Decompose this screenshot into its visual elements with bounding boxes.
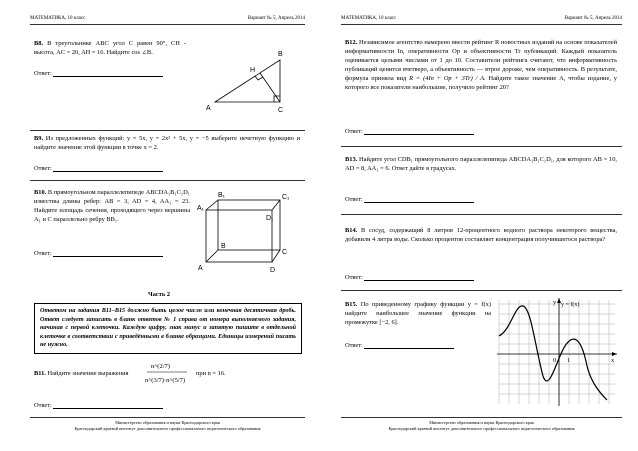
task-b8	[34, 39, 186, 57]
task-b13-text: Найдите угол CDB₁ прямоугольного параллелепипеда ABCDA₁B₁C₁D₁, для которого AB = 10, AD = 8, AA₁ = 6. Ответ дайте в градусах.	[345, 156, 617, 172]
left-header	[30, 16, 305, 21]
edge	[206, 250, 218, 262]
task-b14-answer	[345, 274, 474, 281]
answer-line[interactable]	[364, 342, 454, 349]
task-b15-text: По приведенному графику функции y = f(x) найдите наибольшее значение функции на промежутке [−2, 6].	[345, 301, 491, 326]
footer-institute: Краснодарский краевой институт дополнительного профессионального педагогического образования	[388, 426, 575, 431]
answer-line[interactable]	[53, 165, 163, 172]
task-b15	[345, 300, 491, 327]
left-header-rule	[30, 24, 305, 25]
task-b12-text: Независимое агентство намерено ввести рейтинг R новостных изданий на основе показателей информативности In, оперативности Op и объективности Tr публикаций. Каждый показатель оценивается целыми числами от 1 до 10. Составители рейтинга считают, что информативность публикаций ценится вчетверо, а объективность — втрое дороже, чем оперативность. В результате, формула приняла вид	[345, 39, 617, 82]
task-b8-text: В треугольнике ABC угол C равен 90°, CH - высота, AC = 20, AH = 16. Найдите cos ∠B.	[34, 40, 186, 56]
triangle-abc	[215, 60, 280, 102]
label-c: C	[282, 249, 288, 256]
separator	[341, 146, 622, 147]
right-header	[341, 16, 622, 21]
task-b11-text: Найдите значение выражения	[47, 370, 129, 377]
task-b15-answer	[345, 342, 454, 349]
answer-label: Ответ:	[34, 250, 54, 257]
label-b1: B₁	[218, 192, 226, 199]
footer-rule	[30, 417, 305, 418]
x-axis-arrow	[612, 352, 617, 356]
task-b14	[345, 226, 617, 244]
answer-label: Ответ:	[34, 165, 54, 172]
label-d1: D₁	[266, 215, 274, 222]
label-h: H	[250, 67, 256, 74]
task-b11-answer	[34, 402, 163, 409]
function-curve	[499, 306, 607, 400]
footer-institute: Краснодарский краевой институт дополнительного профессионального педагогического образования	[74, 426, 261, 431]
task-b10-answer	[34, 250, 163, 257]
label-a: A	[198, 265, 203, 272]
label-a: A	[206, 105, 211, 112]
back-face	[218, 200, 280, 250]
front-face	[206, 210, 272, 262]
answer-label: Ответ:	[345, 196, 365, 203]
b11-fraction	[145, 358, 189, 388]
separator	[341, 214, 622, 215]
task-b12-text-cont: . Найдите такое значение A, чтобы издание, у которого все показатели наибольшие, получило рейтинг 20?	[345, 75, 617, 91]
part-2-instructions: Ответом на задания В11–В15 должно быть целое число или конечная десятичная дробь. Ответ следует записать в бланк ответов № 1 справа от номера выполняемого задания, начиная с первой клеточки. Каждую цифру, знак минус и запятую пишите в отдельной клеточке в соответствии с приведёнными в бланке образцами. Единицы измерений писать не нужно.	[34, 303, 302, 354]
task-b15-number: В15.	[345, 301, 358, 308]
edge	[206, 200, 218, 210]
right-footer	[341, 420, 622, 432]
task-b13-answer	[345, 196, 474, 203]
left-header-subject: МАТЕМАТИКА, 10 класс	[30, 16, 86, 21]
graph-label: y = f(x)	[561, 302, 580, 308]
footer-ministry: Министерство образования и науки Краснодарского края	[429, 420, 534, 425]
answer-line[interactable]	[53, 70, 163, 77]
part-2-title: Часть 2	[148, 291, 171, 298]
right-header-variant: Вариант № 5, Апрель 2014	[564, 16, 622, 21]
separator	[30, 180, 305, 181]
answer-line[interactable]	[364, 274, 474, 281]
task-b12-answer	[345, 128, 474, 135]
parallelepiped-figure	[196, 188, 301, 276]
right-header-subject: МАТЕМАТИКА, 10 класс	[341, 16, 397, 21]
right-page	[319, 0, 638, 451]
task-b11-tail: при n = 16.	[196, 370, 226, 377]
answer-line[interactable]	[364, 128, 474, 135]
footer-rule	[341, 417, 622, 418]
label-c1: C₁	[282, 194, 290, 201]
label-a1: A₁	[197, 205, 205, 212]
answer-label: Ответ:	[345, 128, 365, 135]
task-b8-answer	[34, 70, 163, 77]
separator	[30, 130, 305, 131]
answer-line[interactable]	[364, 196, 474, 203]
footer-ministry: Министерство образования и науки Краснодарского края	[115, 420, 220, 425]
right-header-rule	[341, 24, 622, 25]
fraction-denominator: n^(3/7)·n^(5/7)	[145, 377, 186, 384]
task-b12-formula: R = (4In + Op + 3Tr) / A	[409, 75, 484, 82]
answer-label: Ответ:	[345, 274, 365, 281]
task-b10	[34, 188, 190, 224]
task-b10-number: В10.	[34, 189, 47, 196]
axis-y-label: y	[553, 299, 557, 306]
left-header-variant: Вариант № 5, Апрель 2014	[247, 16, 305, 21]
task-b13	[345, 155, 617, 173]
axis-x-label: x	[611, 357, 615, 364]
task-b14-number: В14.	[345, 227, 358, 234]
function-graph	[495, 296, 621, 408]
task-b12	[345, 38, 617, 92]
fraction-numerator: n^(2/7)	[151, 363, 170, 370]
origin-label: 0	[553, 357, 557, 364]
task-b9-number: В9.	[34, 135, 44, 142]
task-b9	[34, 134, 300, 152]
label-d: D	[270, 267, 276, 274]
label-b: B	[221, 243, 226, 250]
answer-label: Ответ:	[34, 70, 54, 77]
task-b13-number: В13.	[345, 156, 358, 163]
task-b9-text: Из предложенных функций: y = 5x, y = 2x² + 5x, y = −5 выберите нечетную функцию и найдите значение этой функции в точке x = 2.	[34, 135, 300, 151]
task-b12-number: В12.	[345, 39, 358, 46]
triangle-figure	[200, 44, 295, 124]
answer-label: Ответ:	[34, 402, 54, 409]
task-b11-number: В11.	[34, 370, 46, 377]
right-angle-mark-h	[255, 76, 263, 80]
task-b9-answer	[34, 165, 163, 172]
task-b10-text: В прямоугольном параллелепипеде ABCDA₁B₁C₁D₁ известны длины ребер: AB = 3, AD = 4, AA₁ = 23. Найдите площадь сечения, проходящего через вершины A₁ и C параллельно ребру BB₁.	[34, 189, 190, 223]
separator	[341, 290, 622, 291]
edge	[272, 200, 280, 210]
left-footer	[30, 420, 305, 432]
label-b: B	[278, 51, 283, 58]
task-b14-text: В сосуд, содержащий 8 литров 12-процентного водного раствора некоторого вещества, добавили 4 литра воды. Сколько процентов составляет концентрация получившегося раствора?	[345, 227, 617, 243]
answer-line[interactable]	[53, 250, 163, 257]
label-c: C	[278, 107, 284, 114]
answer-label: Ответ:	[345, 342, 365, 349]
answer-line[interactable]	[53, 402, 163, 409]
edge	[272, 250, 280, 262]
unit-label: 1	[567, 357, 571, 364]
task-b8-number: В8.	[34, 40, 44, 47]
